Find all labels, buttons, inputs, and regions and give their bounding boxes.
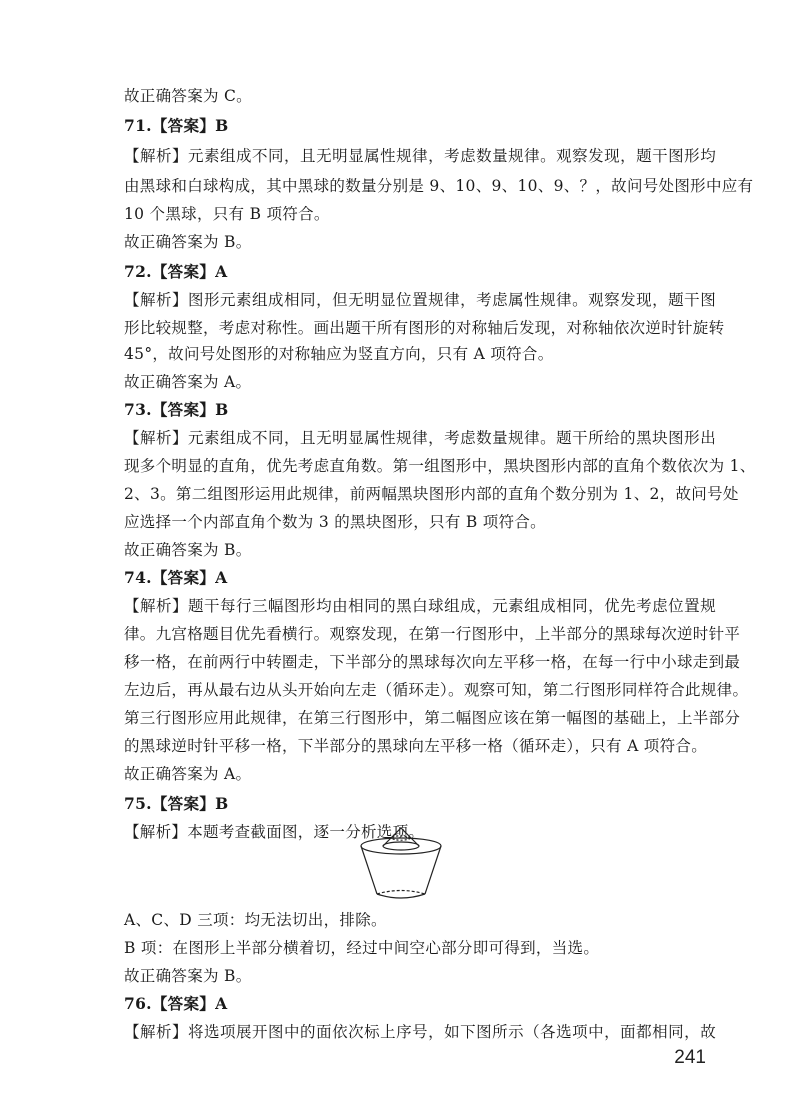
- analysis-line: 【解析】元素组成不同，且无明显属性规律，考虑数量规律。题干所给的黑块图形出: [124, 429, 716, 447]
- answer-heading: 75.【答案】B: [124, 794, 229, 813]
- text-line: 故正确答案为 C。: [124, 87, 252, 105]
- answer-heading: 71.【答案】B: [124, 116, 229, 135]
- bottom-back: [377, 891, 425, 895]
- text-line: 10 个黑球，只有 B 项符合。: [124, 205, 330, 223]
- text-line: B 项：在图形上半部分横着切，经过中间空心部分即可得到，当选。: [124, 939, 600, 957]
- inner-cone-base: [383, 842, 419, 850]
- page-number: 241: [674, 1047, 706, 1068]
- text-line: 故正确答案为 B。: [124, 233, 252, 251]
- analysis-line: 【解析】将选项展开图中的面依次标上序号，如下图所示（各选项中，面都相同，故: [124, 1023, 716, 1041]
- text-line: 2、3。第二组图形运用此规律，前两幅黑块图形内部的直角个数分别为 1、2，故问号处: [124, 485, 739, 503]
- text-line: 故正确答案为 A。: [124, 765, 252, 783]
- analysis-line: 【解析】元素组成不同，且无明显属性规律，考虑数量规律。观察发现，题干图形均: [124, 147, 716, 165]
- text-line: 由黑球和白球构成，其中黑球的数量分别是 9、10、9、10、9、？，故问号处图形中应有: [124, 177, 754, 195]
- answer-heading: 72.【答案】A: [124, 262, 228, 281]
- text-line: 故正确答案为 B。: [124, 967, 252, 985]
- left-side: [361, 846, 377, 894]
- answer-heading: 74.【答案】A: [124, 568, 228, 587]
- answer-heading: 73.【答案】B: [124, 400, 229, 419]
- analysis-line: 【解析】图形元素组成相同，但无明显位置规律，考虑属性规律。观察发现，题干图: [124, 291, 716, 309]
- text-line: 故正确答案为 A。: [124, 373, 252, 391]
- analysis-line: 【解析】题干每行三幅图形均由相同的黑白球组成，元素组成相同，优先考虑位置规: [124, 597, 716, 615]
- text-line: A、C、D 三项：均无法切出，排除。: [124, 911, 387, 929]
- text-line: 第三行图形应用此规律，在第三行图形中，第二幅图应该在第一幅图的基础上，上半部分: [124, 709, 741, 727]
- text-line: 应选择一个内部直角个数为 3 的黑块图形，只有 B 项符合。: [124, 513, 546, 531]
- text-line: 左边后，再从最右边从头开始向左走（循环走）。观察可知，第二行图形同样符合此规律。: [124, 681, 749, 699]
- frustum-figure: [355, 818, 447, 904]
- text-line: 的黑球逆时针平移一格，下半部分的黑球向左平移一格（循环走），只有 A 项符合。: [124, 737, 707, 755]
- text-line: 移一格，在前两行中转圈走，下半部分的黑球每次向左平移一格，在每一行中小球走到最: [124, 653, 741, 671]
- answer-heading: 76.【答案】A: [124, 994, 228, 1013]
- text-line: 律。九宫格题目优先看横行。观察发现，在第一行图形中，上半部分的黑球每次逆时针平: [124, 625, 741, 643]
- text-line: 形比较规整，考虑对称性。画出题干所有图形的对称轴后发现，对称轴依次逆时针旋转: [124, 319, 725, 337]
- right-side: [425, 846, 441, 894]
- text-line: 故正确答案为 B。: [124, 541, 252, 559]
- bottom-front: [377, 894, 425, 898]
- text-line: 45°，故问号处图形的对称轴应为竖直方向，只有 A 项符合。: [124, 345, 554, 363]
- text-line: 现多个明显的直角，优先考虑直角数。第一组图形中，黑块图形内部的直角个数依次为 1、: [124, 457, 756, 475]
- analysis-line: 【解析】本题考查截面图，逐一分析选项。: [124, 823, 425, 841]
